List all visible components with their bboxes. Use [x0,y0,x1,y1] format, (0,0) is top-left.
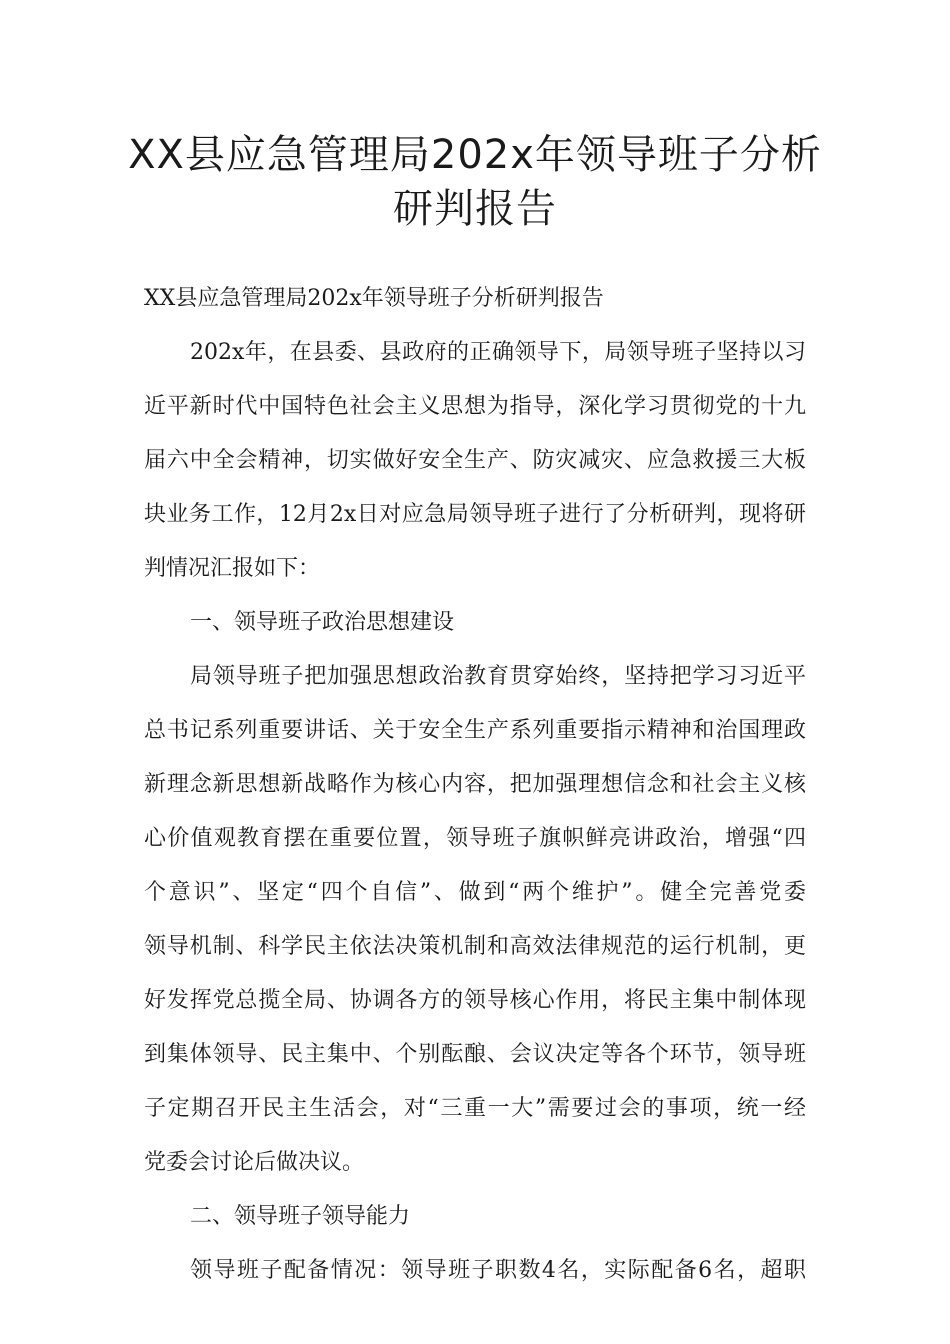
paragraph-1-line: 近平新时代中国特色社会主义思想为指导，深化学习贯彻党的十九 [144,394,806,419]
paragraph-1-line: 判情况汇报如下： [144,556,321,581]
paragraph-2-line: 新理念新思想新战略作为核心内容，把加强理想信念和社会主义核 [144,772,806,797]
document-subtitle: XX县应急管理局202x年领导班子分析研判报告 [144,286,604,311]
paragraph-2-line: 个意识”、坚定“四个自信”、做到“两个维护”。健全完善党委 [144,880,806,905]
paragraph-1-line: 届六中全会精神，切实做好安全生产、防灾减灾、应急救援三大板 [144,448,806,473]
paragraph-2-line: 党委会讨论后做决议。 [144,1150,365,1175]
section-1-heading: 一、领导班子政治思想建设 [190,610,455,635]
paragraph-2-line: 领导机制、科学民主依法决策机制和高效法律规范的运行机制，更 [144,934,806,959]
document-title-line-2: 研判报告 [393,186,557,232]
paragraph-2-line: 好发挥党总揽全局、协调各方的领导核心作用，将民主集中制体现 [144,988,806,1013]
paragraph-2-line: 总书记系列重要讲话、关于安全生产系列重要指示精神和治国理政 [144,718,806,743]
paragraph-3-line: 领导班子配备情况：领导班子职数4名，实际配备6名，超职 [190,1258,806,1283]
document-title-line-1: XX县应急管理局202x年领导班子分析 [128,132,822,178]
paragraph-2-line: 心价值观教育摆在重要位置，领导班子旗帜鲜亮讲政治，增强“四 [144,826,806,851]
paragraph-1-line: 202x年，在县委、县政府的正确领导下，局领导班子坚持以习 [190,340,806,365]
paragraph-2-line: 到集体领导、民主集中、个别酝酿、会议决定等各个环节，领导班 [144,1042,806,1067]
paragraph-2-line: 子定期召开民主生活会，对“三重一大”需要过会的事项，统一经 [144,1096,806,1121]
paragraph-1-line: 块业务工作，12月2x日对应急局领导班子进行了分析研判，现将研 [144,502,806,527]
paragraph-2-line: 局领导班子把加强思想政治教育贯穿始终，坚持把学习习近平 [190,664,806,689]
section-2-heading: 二、领导班子领导能力 [190,1204,411,1229]
